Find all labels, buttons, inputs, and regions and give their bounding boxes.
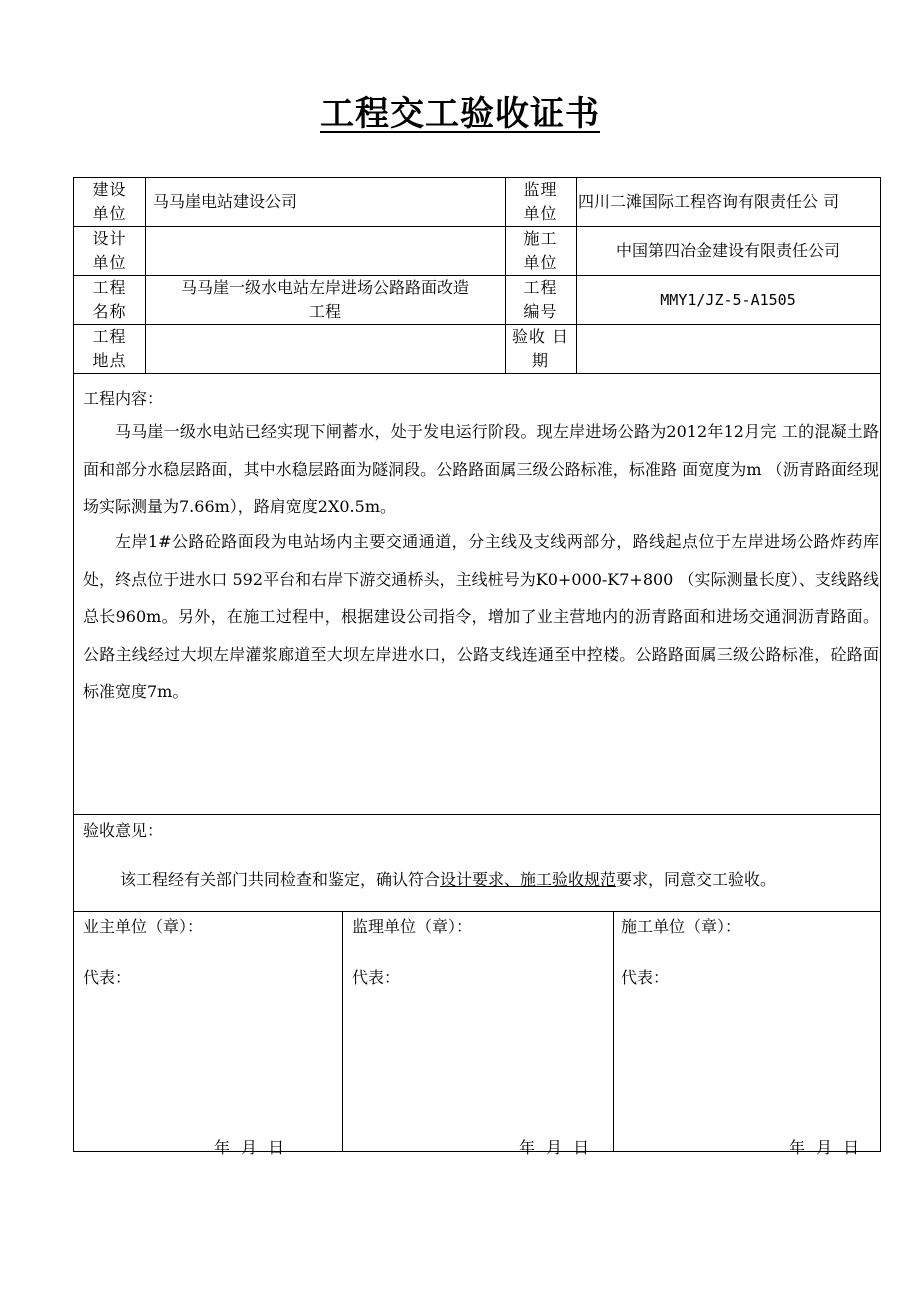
owner-value: 马马崖电站建设公司 — [153, 192, 298, 211]
supervisor-seal-label: 监理单位（章）： — [352, 917, 473, 936]
supervisor-date: 年 月 日 — [519, 1138, 590, 1157]
contractor-label: 施工 单位 — [523, 228, 558, 272]
supervisor-rep-label: 代表： — [352, 968, 401, 987]
contractor-date: 年 月 日 — [789, 1138, 860, 1157]
location-value — [145, 324, 505, 373]
location-label: 工程 地点 — [92, 326, 127, 370]
designer-value — [145, 226, 505, 275]
designer-label: 设计 单位 — [92, 228, 127, 272]
acceptance-date-value — [576, 324, 880, 373]
owner-date: 年 月 日 — [214, 1138, 285, 1157]
project-name-value: 马马崖一级水电站左岸进场公路路面改造 工程 — [180, 277, 469, 321]
supervisor-label: 监理 单位 — [523, 180, 558, 223]
owner-seal-label: 业主单位（章）： — [83, 917, 204, 936]
acceptance-date-label: 验收 日 期 — [511, 326, 570, 370]
project-name-label: 工程 名称 — [92, 277, 127, 321]
contractor-rep-label: 代表： — [621, 968, 670, 987]
page-title: 工程交工验收证书 — [320, 94, 600, 134]
content-heading: 工程内容： — [83, 389, 164, 408]
certificate-table — [73, 177, 881, 1157]
project-no-label: 工程 编号 — [523, 277, 558, 321]
content-paragraph-2: 左岸1#公路砼路面段为电站场内主要交通通道，分主线及支线两部分，路线起点位于左岸进场公路炸药库处，终点位于进水口 592平台和右岸下游交通桥头，主线桩号为K0+000-K7+800 （实际测量长度）、支线路线总长960m。另外，在施工过程中，根据建设公司指令，增加了业主营地内的沥青路面和进场交通洞沥青路面。公路主线经过大坝左岸灌浆廊道至大坝左岸进水口，公路支线连通至中控楼。公路路面属三级公路标准，砼路面标准宽度7m。 — [83, 532, 879, 701]
contractor-value: 中国第四冶金建设有限责任公司 — [615, 240, 840, 260]
content-paragraph-1: 马马崖一级水电站已经实现下闸蓄水，处于发电运行阶段。现左岸进场公路为2012年12月完 工的混凝土路面和部分水稳层路面，其中水稳层路面为隧洞段。公路路面属三级公路标准，标准路 面宽度为m （沥青路面经现场实际测量为7.66m），路肩宽度2X0.5m。 — [83, 422, 879, 516]
opinion-underlined-terms: 设计要求、施工验收规范 — [440, 870, 617, 889]
owner-label: 建设 单位 — [92, 180, 127, 223]
opinion-text: 该工程经有关部门共同检查和鉴定，确认符合设计要求、施工验收规范要求，同意交工验收。 — [120, 870, 777, 889]
contractor-seal-label: 施工单位（章）： — [621, 917, 742, 936]
project-no-value: MMY1/JZ-5-A1505 — [660, 290, 796, 309]
supervisor-value: 四川二滩国际工程咨询有限责任公 司 — [578, 192, 840, 211]
owner-rep-label: 代表： — [83, 968, 132, 987]
opinion-heading: 验收意见： — [83, 821, 164, 840]
